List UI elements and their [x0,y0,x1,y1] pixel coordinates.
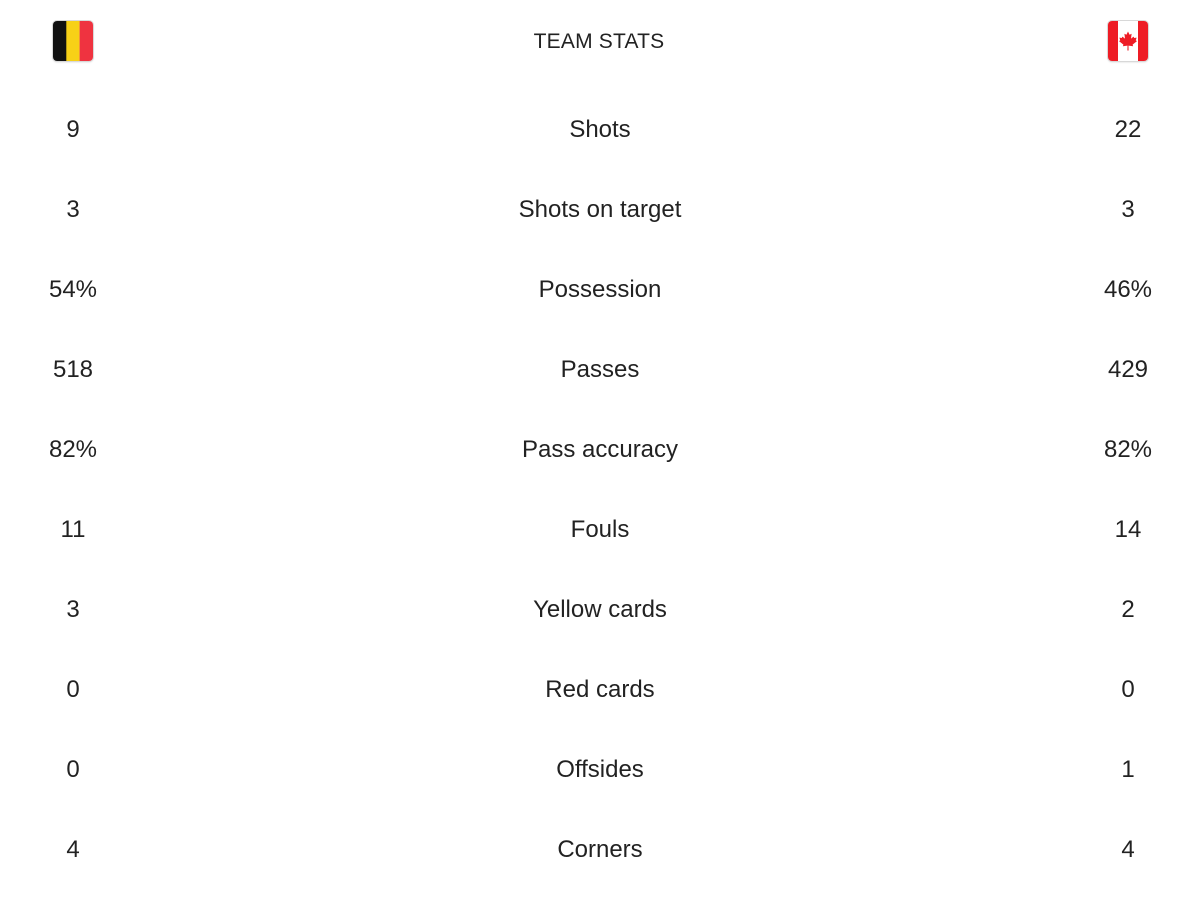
stat-label: Pass accuracy [521,436,679,463]
page-title: TEAM STATS [533,30,665,53]
away-value: 14 [1114,516,1142,543]
stat-label: Passes [560,356,640,383]
stats-table [0,90,1198,890]
stat-row-passes [0,330,1198,410]
home-value: 4 [66,836,80,863]
away-value: 429 [1107,356,1149,383]
home-value: 518 [52,356,94,383]
home-value: 0 [66,676,80,703]
stat-row-yellow-cards [0,570,1198,650]
stat-row-shots-on-target [0,170,1198,250]
stat-label: Possession [538,276,662,303]
stat-label: Corners [557,836,643,863]
home-value: 9 [66,116,80,143]
home-value: 54% [48,276,98,303]
home-value: 3 [66,196,80,223]
home-value: 3 [66,596,80,623]
away-value: 3 [1121,196,1135,223]
stat-label: Fouls [570,516,630,543]
stat-label: Red cards [545,676,655,703]
stat-row-corners [0,810,1198,890]
stat-row-possession [0,250,1198,330]
home-value: 0 [66,756,80,783]
away-value: 1 [1121,756,1135,783]
away-value: 82% [1103,436,1153,463]
stat-label: Shots on target [518,196,682,223]
stat-row-shots [0,90,1198,170]
stat-label: Shots [569,116,631,143]
away-value: 2 [1121,596,1135,623]
stat-row-red-cards [0,650,1198,730]
home-value: 82% [48,436,98,463]
stat-label: Offsides [556,756,644,783]
home-value: 11 [60,516,86,543]
canada-flag-icon [1108,21,1148,61]
away-value: 0 [1121,676,1135,703]
stat-row-fouls [0,490,1198,570]
stat-row-offsides [0,730,1198,810]
stat-label: Yellow cards [533,596,667,623]
team-stats-header [0,0,1198,84]
away-value: 4 [1121,836,1135,863]
stat-row-pass-accuracy [0,410,1198,490]
away-value: 22 [1114,116,1142,143]
away-value: 46% [1103,276,1153,303]
